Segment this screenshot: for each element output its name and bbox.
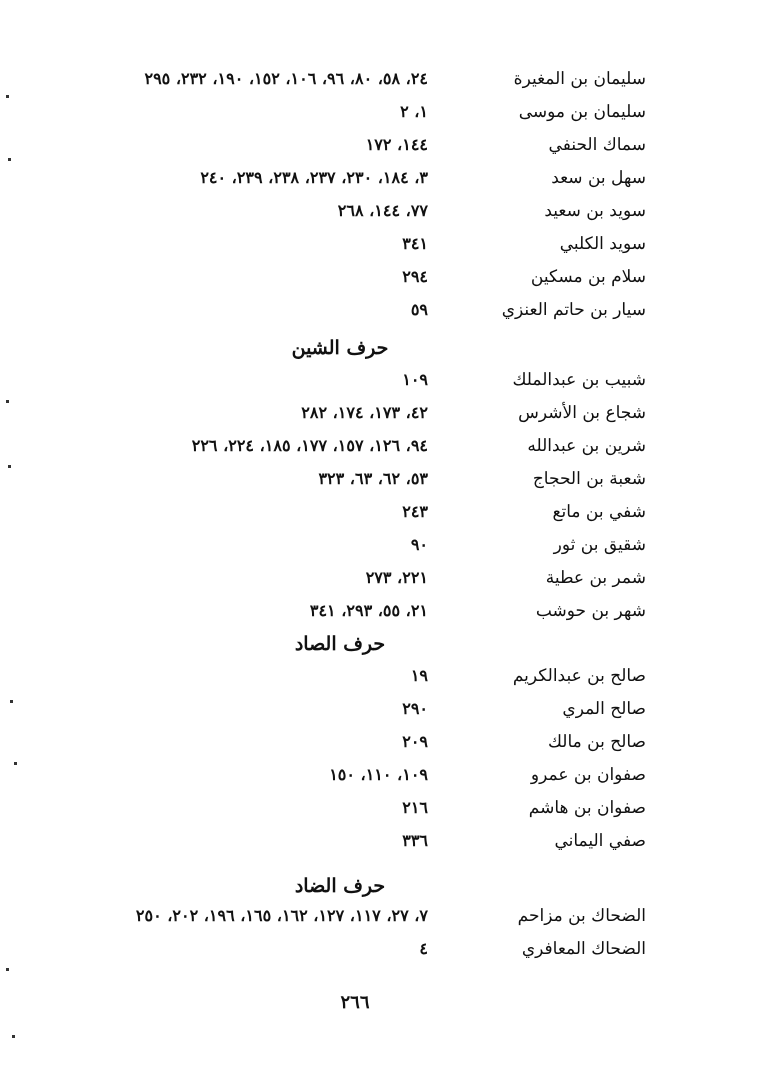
entry-name: الضحاك بن مزاحم [517,906,646,926]
entry-pages: ٢١٦ [402,798,428,817]
entry-name: شبيب بن عبدالملك [512,370,646,390]
entry-name: صالح بن عبدالكريم [512,666,646,686]
entry-name: سلام بن مسكين [530,267,646,287]
index-entry [0,563,758,593]
scan-speck [6,968,9,971]
index-entry [0,163,758,193]
index-entry [0,793,758,823]
index-entry [0,196,758,226]
entry-pages: ٧٧، ١٤٤، ٢٦٨ [337,201,428,220]
entry-pages: ١٠٩، ١١٠، ١٥٠ [329,765,428,784]
index-entry [0,398,758,428]
index-entry [0,130,758,160]
entry-name: صفوان بن عمرو [530,765,646,785]
scan-speck [10,700,13,703]
entry-pages: ١٤٤، ١٧٢ [365,135,428,154]
entry-pages: ١، ٢ [400,102,428,121]
entry-pages: ٢٤، ٥٨، ٨٠، ٩٦، ١٠٦، ١٥٢، ١٩٠، ٢٣٢، ٢٩٥ [144,69,428,88]
entry-name: شرين بن عبدالله [527,436,646,456]
index-entry [0,295,758,325]
index-entry [0,97,758,127]
scan-speck [8,158,11,161]
section-heading: حرف الضاد [294,875,386,897]
entry-pages: ٢٩٤ [402,267,428,286]
section-heading: حرف الشين [291,337,389,359]
entry-pages: ٢٢١، ٢٧٣ [365,568,428,587]
index-entry [0,497,758,527]
entry-pages: ٩٠ [410,535,428,554]
entry-name: شجاع بن الأشرس [518,403,646,423]
entry-name: سيار بن حاتم العنزي [501,300,646,320]
entry-name: شقيق بن ثور [553,535,646,555]
entry-pages: ٢٩٠ [402,699,428,718]
index-entry [0,901,758,931]
index-entry [0,64,758,94]
entry-name: شعبة بن الحجاج [532,469,646,489]
section-heading: حرف الصاد [294,633,386,655]
entry-pages: ١٠٩ [402,370,428,389]
index-entry [0,530,758,560]
index-entry [0,365,758,395]
entry-pages: ٥٩ [410,300,428,319]
entry-name: سويد الكلبي [559,234,646,254]
entry-name: صالح بن مالك [547,732,646,752]
index-entry [0,596,758,626]
entry-pages: ٣٣٦ [402,831,428,850]
scan-speck [6,95,9,98]
index-entry [0,760,758,790]
entry-pages: ٣، ١٨٤، ٢٣٠، ٢٣٧، ٢٣٨، ٢٣٩، ٢٤٠ [200,168,428,187]
entry-pages: ٧، ٢٧، ١١٧، ١٢٧، ١٦٢، ١٦٥، ١٩٦، ٢٠٢، ٢٥٠ [135,906,428,925]
page-number: ٢٦٦ [340,992,370,1013]
entry-pages: ٢١، ٥٥، ٢٩٣، ٣٤١ [309,601,428,620]
entry-pages: ٩٤، ١٢٦، ١٥٧، ١٧٧، ١٨٥، ٢٢٤، ٢٢٦ [191,436,428,455]
scan-speck [6,400,9,403]
index-entry [0,934,758,964]
entry-pages: ٤٢، ١٧٣، ١٧٤، ٢٨٢ [301,403,428,422]
scan-speck [8,465,11,468]
entry-pages: ٥٣، ٦٢، ٦٣، ٣٢٣ [318,469,428,488]
entry-name: شفي بن ماتع [552,502,646,522]
entry-pages: ٢٠٩ [402,732,428,751]
index-entry [0,431,758,461]
index-entry [0,661,758,691]
entry-pages: ١٩ [410,666,428,685]
entry-name: صالح المري [562,699,646,719]
index-entry [0,262,758,292]
entry-name: شهر بن حوشب [535,601,646,621]
index-entry [0,694,758,724]
entry-name: الضحاك المعافري [521,939,646,959]
entry-name: صفوان بن هاشم [528,798,646,818]
entry-name: سليمان بن موسى [518,102,646,122]
index-entry [0,229,758,259]
entry-pages: ٢٤٣ [402,502,428,521]
entry-name: صفي اليماني [554,831,646,851]
index-entry [0,826,758,856]
entry-name: سليمان بن المغيرة [513,69,646,89]
entry-name: سهل بن سعد [551,168,646,188]
scan-speck [14,762,17,765]
entry-name: سماك الحنفي [548,135,646,155]
entry-pages: ٣٤١ [402,234,428,253]
index-entry [0,727,758,757]
scan-speck [12,1035,15,1038]
entry-pages: ٤ [419,939,428,958]
entry-name: شمر بن عطية [545,568,646,588]
index-entry [0,464,758,494]
entry-name: سويد بن سعيد [544,201,646,221]
